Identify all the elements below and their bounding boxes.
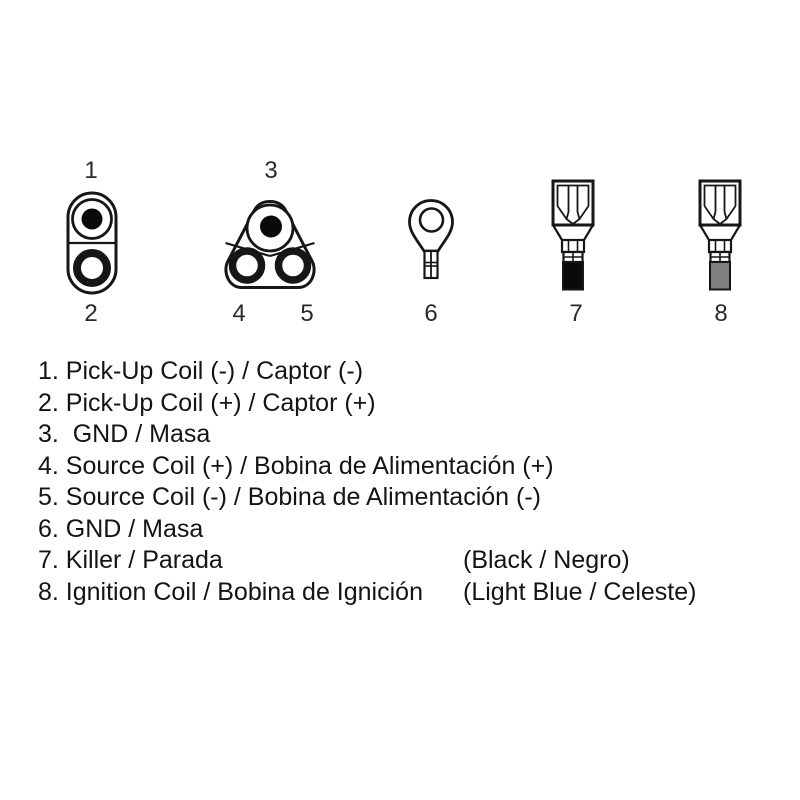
legend-row-5 xyxy=(38,482,778,514)
legend-text-5: 5. Source Coil (-) / Bobina de Alimentación (-) xyxy=(38,483,541,511)
legend-row-1 xyxy=(38,356,778,388)
legend-note-7: (Black / Negro) xyxy=(463,546,630,574)
legend-text-7: 7. Killer / Parada xyxy=(38,546,223,574)
legend-row-3 xyxy=(38,419,778,451)
killer-wire-sleeve xyxy=(563,262,583,290)
pickup-coil-connector-icon xyxy=(66,191,118,295)
pin-label-2: 2 xyxy=(84,300,98,327)
legend-row-8 xyxy=(38,577,778,609)
pin-label-4: 4 xyxy=(232,300,246,327)
legend-text-8: 8. Ignition Coil / Bobina de Ignición xyxy=(38,577,423,606)
source-coil-connector-icon xyxy=(221,199,319,291)
legend-text-1: 1. Pick-Up Coil (-) / Captor (-) xyxy=(38,357,364,385)
pin5-socket-ring xyxy=(279,251,308,280)
pin3-socket-dot xyxy=(260,216,282,238)
pin-label-8: 8 xyxy=(714,300,728,327)
legend-text-6: 6. GND / Masa xyxy=(38,514,204,543)
pin-label-6: 6 xyxy=(424,300,438,327)
legend-text-2: 2. Pick-Up Coil (+) / Captor (+) xyxy=(38,388,376,417)
ignition-wire-sleeve xyxy=(710,262,730,290)
ring-hole xyxy=(420,209,443,232)
legend-row-6 xyxy=(38,514,778,546)
pin-label-5: 5 xyxy=(300,300,314,327)
ring-terminal-icon xyxy=(407,198,455,282)
ignition-spade-terminal-icon xyxy=(698,179,742,291)
legend-row-7 xyxy=(38,545,778,577)
pin1-socket-dot xyxy=(82,209,103,230)
legend-text-3: 3. GND / Masa xyxy=(38,420,211,448)
pin-label-1: 1 xyxy=(84,157,98,184)
killer-spade-terminal-icon xyxy=(551,179,595,291)
legend-row-2 xyxy=(38,388,778,420)
legend-row-4 xyxy=(38,451,778,483)
pin4-socket-ring xyxy=(233,251,262,280)
pin2-socket-ring xyxy=(77,253,107,283)
pin-legend xyxy=(38,356,778,608)
pin-label-3: 3 xyxy=(264,157,278,184)
legend-note-8: (Light Blue / Celeste) xyxy=(463,577,697,606)
pin-label-7: 7 xyxy=(569,300,583,327)
legend-text-4: 4. Source Coil (+) / Bobina de Alimentación (+) xyxy=(38,451,554,480)
